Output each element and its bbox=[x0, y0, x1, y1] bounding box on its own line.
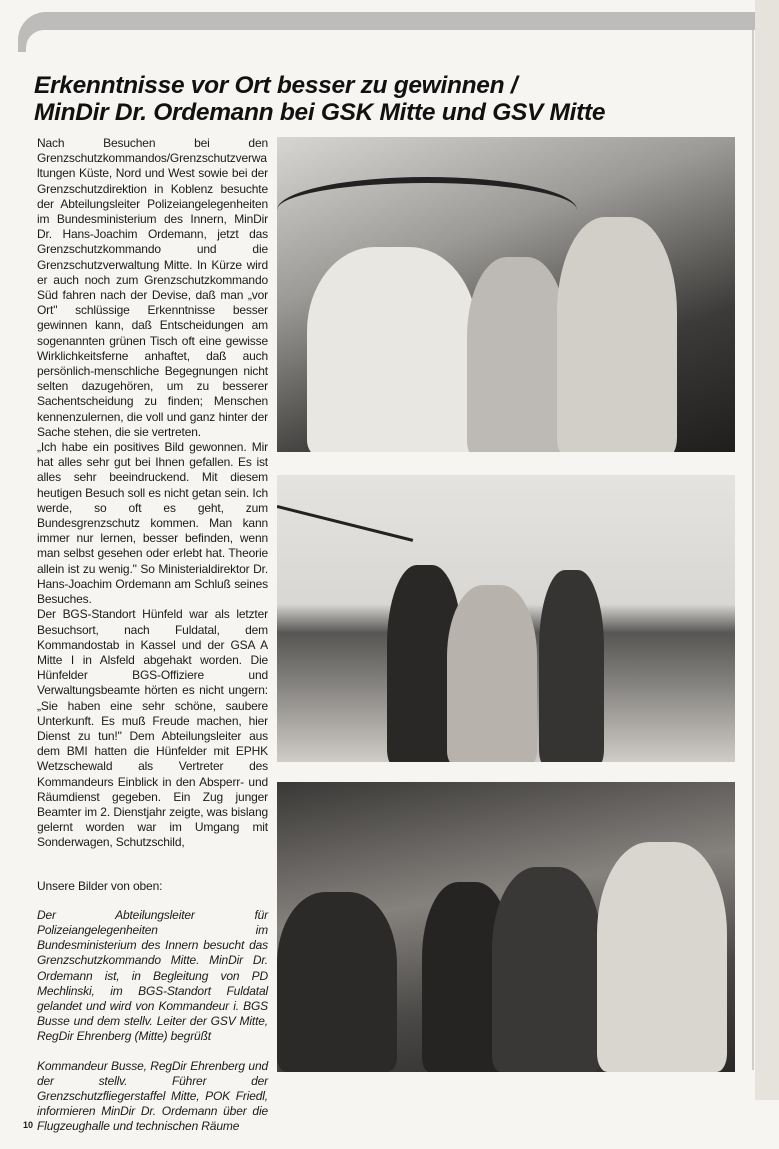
body-paragraph: Nach Besuchen bei den Grenzschutzkommandos/Grenzschutzverwaltungen Küste, Nord und West sowie bei der Grenzschutzdirektion in Koblenz besuchte der Abteilungsleiter Polizeiangelegenheiten im Bundesministerium des Innern, MinDir Dr. Hans-Joachim Ordemann, jetzt das Grenzschutzkommando und die Grenzschutzverwaltung Mitte. In Kürze wird er auch noch zum Grenzschutzkommando Süd fahren nach der Devise, daß man „vor Ort" schlüssige Erkenntnisse besser gewinnen kann, daß Entscheidungen am sogenannten grünen Tisch oft eine gewisse Wirklichkeitsferne anhaftet, daß auch persönlich-menschliche Begegnungen nicht selten dazugehören, um zu besserer Sachentscheidung zu finden; Menschen kennenzulernen, die voll und ganz hinter der Sache stehen, die sie vertreten. bbox=[37, 136, 268, 439]
body-paragraph: „Ich habe ein positives Bild gewonnen. Mir hat alles sehr gut bei Ihnen gefallen. Es ist alles sehr beeindruckend. Mit diesem heutigen Besuch soll es nicht getan sein. Ich werde, so oft es geht, zum Bundesgrenzschutz kommen. Man kann immer nur lernen, besser befinden, wenn man selbst gesehen oder erlebt hat. Theorie allein ist zu wenig." So Ministerialdirektor Dr. Hans-Joachim Ordemann am Schluß seines Besuches. bbox=[37, 440, 268, 607]
photo-greeting-airfield bbox=[277, 475, 735, 762]
caption-2: Kommandeur Busse, RegDir Ehrenberg und der stellv. Führer der Grenzschutzfliegerstaffel Mitte, POK Friedl, informieren MinDir Dr. Ordemann über die Flugzeughalle und technischen Räume bbox=[37, 1058, 268, 1134]
title-line-1: Erkenntnisse vor Ort besser zu gewinnen / bbox=[34, 72, 518, 99]
article-title bbox=[34, 72, 749, 126]
header-band-inner bbox=[26, 30, 755, 60]
page-number: 10 bbox=[23, 1120, 34, 1131]
photo-hangar-briefing bbox=[277, 782, 735, 1072]
left-column bbox=[23, 136, 268, 1149]
title-line-2: MinDir Dr. Ordemann bei GSK Mitte und GSV Mitte bbox=[34, 99, 606, 126]
body-paragraph: Der BGS-Standort Hünfeld war als letzter Besuchsort, nach Fuldatal, dem Kommandostab in Kassel und der GSA A Mitte I in Alsfeld abgehakt worden. Die Hünfelder BGS-Offiziere und Verwaltungsbeamte hörten es nicht ungern: „Sie haben eine sehr schöne, saubere Unterkunft. Es muß Freude machen, hier Dienst zu tun!" Dem Abteilungsleiter aus dem BMI hatten die Hünfelder mit EPHK Wetzschewald als Vertreter des Kommandeurs Einblick in den Absperr- und Räumdienst gegeben. Ein Zug junger Beamter im 2. Dienstjahr zeigte, was bislang gelernt worden war im Umgang mit Sonderwagen, Schutzschild, bbox=[37, 607, 268, 850]
article-body bbox=[37, 136, 268, 851]
photo-captions bbox=[23, 878, 268, 1135]
right-rule bbox=[752, 30, 754, 1070]
caption-2-wrap bbox=[23, 1058, 268, 1135]
photo-helicopter-cockpit bbox=[277, 137, 735, 452]
captions-heading: Unsere Bilder von oben: bbox=[37, 878, 163, 893]
page-edge bbox=[755, 0, 779, 1100]
caption-1: Der Abteilungsleiter für Polizeiangelegenheiten im Bundesministerium des Innern besucht das Grenzschutzkommando Mitte. MinDir Dr. Ordemann ist, in Begleitung von PD Mechlinski, im BGS-Standort Fuldatal gelandet und wird von Kommandeur i. BGS Busse und dem stellv. Leiter der GSV Mitte, RegDir Ehrenberg (Mitte) begrüßt bbox=[37, 907, 268, 1044]
